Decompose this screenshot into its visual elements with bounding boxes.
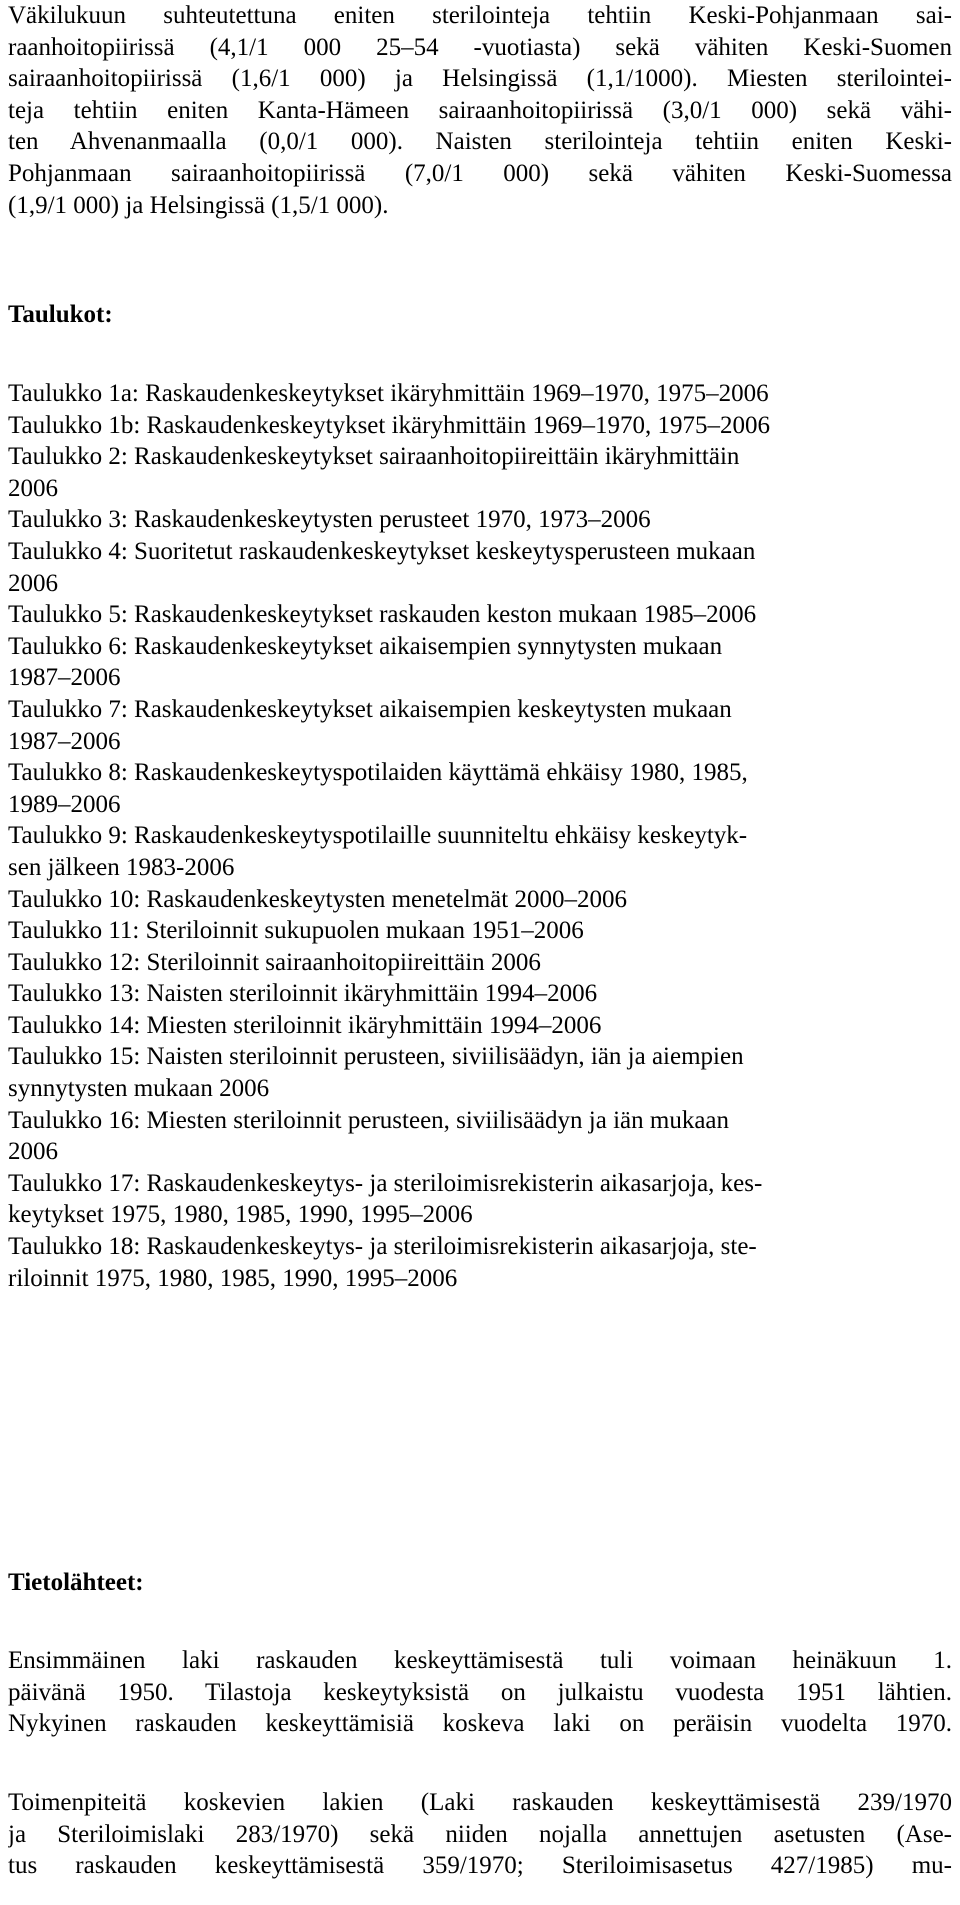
table-list-item-line: 1989–2006 <box>8 790 121 818</box>
table-list-item-line: 2006 <box>8 1138 58 1166</box>
intro-line: (1,9/1 000) ja Helsingissä (1,5/1 000). <box>8 191 389 219</box>
table-list-item-line: Taulukko 16: Miesten steriloinnit perusteen, siviilisäädyn ja iän mukaan <box>8 1106 730 1134</box>
table-list-item-line: Taulukko 11: Steriloinnit sukupuolen mukaan 1951–2006 <box>8 917 584 945</box>
sources-paragraph-2 <box>8 1787 952 1882</box>
intro-line: Väkilukuun suhteutettuna eniten sterilointeja tehtiin Keski-Pohjanmaan sai- <box>8 2 952 29</box>
sources-paragraph-1 <box>8 1645 952 1740</box>
table-list-item-line: Taulukko 1b: Raskaudenkeskeytykset ikäryhmittäin 1969–1970, 1975–2006 <box>8 411 771 439</box>
table-list-item-line: Taulukko 18: Raskaudenkeskeytys- ja steriloimisrekisterin aikasarjoja, ste- <box>8 1233 757 1261</box>
table-list-item <box>8 536 952 599</box>
table-list-item-line: Taulukko 6: Raskaudenkeskeytykset aikaisempien synnytysten mukaan <box>8 632 723 660</box>
table-list-item <box>8 1231 952 1294</box>
table-list-item <box>8 820 952 883</box>
table-list-item-line: keytykset 1975, 1980, 1985, 1990, 1995–2006 <box>8 1201 473 1229</box>
table-list-item <box>8 631 952 694</box>
table-list-item-line: Taulukko 5: Raskaudenkeskeytykset raskauden keston mukaan 1985–2006 <box>8 601 757 629</box>
table-list-item-line: Taulukko 1a: Raskaudenkeskeytykset ikäryhmittäin 1969–1970, 1975–2006 <box>8 380 769 407</box>
table-list-item <box>8 441 952 504</box>
table-list-item <box>8 757 952 820</box>
table-list-item-line: sen jälkeen 1983-2006 <box>8 853 235 881</box>
table-list-item <box>8 410 952 442</box>
table-list-item <box>8 1105 952 1168</box>
table-list-item-line: Taulukko 14: Miesten steriloinnit ikäryhmittäin 1994–2006 <box>8 1011 602 1039</box>
table-list-item-line: Taulukko 13: Naisten steriloinnit ikäryhmittäin 1994–2006 <box>8 980 598 1008</box>
table-list-item-line: Taulukko 15: Naisten steriloinnit perusteen, siviilisäädyn, iän ja aiempien <box>8 1043 744 1071</box>
table-list-item <box>8 504 952 536</box>
table-list-item <box>8 1168 952 1231</box>
table-list-item-line: Taulukko 4: Suoritetut raskaudenkeskeytykset keskeytysperusteen mukaan <box>8 537 756 565</box>
table-list-item-line: Taulukko 12: Steriloinnit sairaanhoitopiireittäin 2006 <box>8 948 541 976</box>
table-list-item <box>8 1041 952 1104</box>
table-list-item-line: Taulukko 17: Raskaudenkeskeytys- ja steriloimisrekisterin aikasarjoja, kes- <box>8 1169 763 1197</box>
table-list-item <box>8 694 952 757</box>
table-list-item-line: 2006 <box>8 474 58 502</box>
table-list-item <box>8 1010 952 1042</box>
table-list-item-line: 1987–2006 <box>8 727 121 755</box>
sources-line: Nykyinen raskauden keskeyttämisiä koskeva laki on peräisin vuodelta 1970. <box>8 1710 952 1738</box>
sources-line: tus raskauden keskeyttämisestä 359/1970; Steriloimisasetus 427/1985) mu- <box>8 1852 952 1880</box>
table-list-item <box>8 884 952 916</box>
sources-line: Toimenpiteitä koskevien lakien (Laki raskauden keskeyttämisestä 239/1970 <box>8 1789 952 1816</box>
table-list-item-line: Taulukko 9: Raskaudenkeskeytyspotilaille suunniteltu ehkäisy keskeytyk- <box>8 822 748 850</box>
table-list-item-line: Taulukko 2: Raskaudenkeskeytykset sairaanhoitopiireittäin ikäryhmittäin <box>8 443 740 471</box>
table-list-item-line: Taulukko 3: Raskaudenkeskeytysten perusteet 1970, 1973–2006 <box>8 506 651 534</box>
table-list-item <box>8 599 952 631</box>
intro-line: sairaanhoitopiirissä (1,6/1 000) ja Helsingissä (1,1/1000). Miesten sterilointei- <box>8 65 952 93</box>
sources-line: Ensimmäinen laki raskauden keskeyttämisestä tuli voimaan heinäkuun 1. <box>8 1647 952 1674</box>
sources-heading: Tietolähteet: <box>8 1569 144 1596</box>
table-list-item-line: Taulukko 7: Raskaudenkeskeytykset aikaisempien keskeytysten mukaan <box>8 695 732 723</box>
table-list-item <box>8 915 952 947</box>
intro-line: ten Ahvenanmaalla (0,0/1 000). Naisten sterilointeja tehtiin eniten Keski- <box>8 128 952 156</box>
table-list-item-line: 1987–2006 <box>8 664 121 692</box>
table-list-item-line: 2006 <box>8 569 58 597</box>
sources-line: päivänä 1950. Tilastoja keskeytyksistä on julkaistu vuodesta 1951 lähtien. <box>8 1678 952 1706</box>
table-list-item <box>8 378 952 410</box>
tables-list <box>8 378 952 1294</box>
tables-heading: Taulukot: <box>8 301 113 328</box>
intro-line: Pohjanmaan sairaanhoitopiirissä (7,0/1 000) sekä vähiten Keski-Suomessa <box>8 159 952 187</box>
table-list-item-line: Taulukko 8: Raskaudenkeskeytyspotilaiden käyttämä ehkäisy 1980, 1985, <box>8 759 748 787</box>
table-list-item <box>8 978 952 1010</box>
intro-line: teja tehtiin eniten Kanta-Hämeen sairaanhoitopiirissä (3,0/1 000) sekä vähi- <box>8 96 952 124</box>
table-list-item <box>8 947 952 979</box>
intro-line: raanhoitopiirissä (4,1/1 000 25–54 -vuotiasta) sekä vähiten Keski-Suomen <box>8 33 952 61</box>
sources-line: ja Steriloimislaki 283/1970) sekä niiden nojalla annettujen asetusten (Ase- <box>8 1820 952 1848</box>
intro-paragraph <box>8 0 952 221</box>
table-list-item-line: riloinnit 1975, 1980, 1985, 1990, 1995–2006 <box>8 1264 458 1292</box>
table-list-item-line: synnytysten mukaan 2006 <box>8 1075 270 1103</box>
table-list-item-line: Taulukko 10: Raskaudenkeskeytysten menetelmät 2000–2006 <box>8 885 627 913</box>
